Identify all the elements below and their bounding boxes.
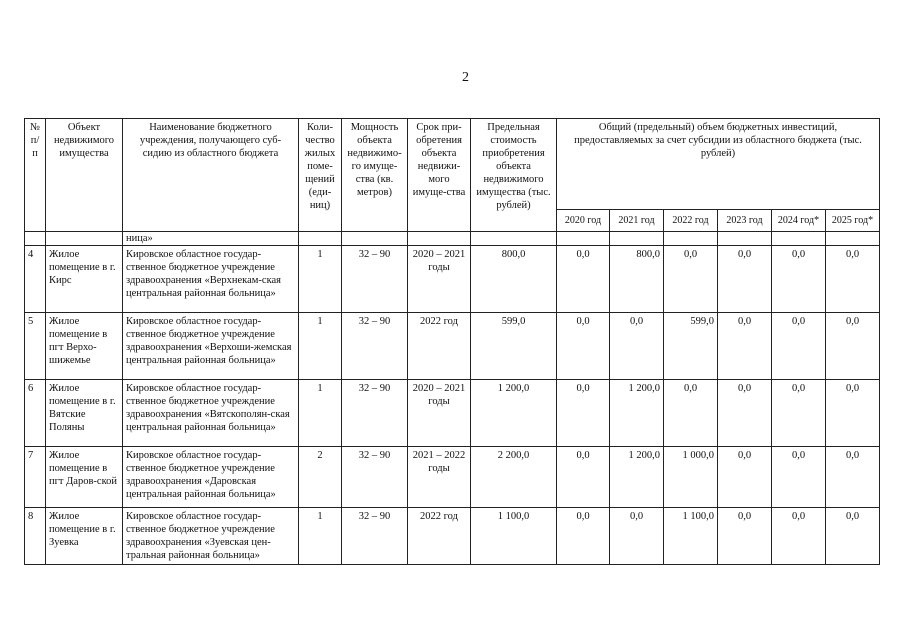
row-2020: 0,0 [557,508,610,565]
row-cost: 2 200,0 [471,447,557,508]
year-header-2020: 2020 год [557,210,610,232]
row-2024: 0,0 [772,447,826,508]
row-2020: 0,0 [557,380,610,447]
table-row [25,380,880,447]
row-2020: 0,0 [557,447,610,508]
header-count: Коли-чество жилых поме-щений (еди-ниц) [299,119,342,232]
row-2021: 1 200,0 [610,380,664,447]
row-2021: 800,0 [610,246,664,313]
row-2024: 0,0 [772,246,826,313]
row-term: 2022 год [408,313,471,380]
header-object: Объект недвижимого имущества [46,119,123,232]
row-count: 1 [299,313,342,380]
year-header-2022: 2022 год [664,210,718,232]
year-header-2021: 2021 год [610,210,664,232]
row-num: 7 [25,447,46,508]
row-institution: Кировское областное государ-ственное бюджетное учреждение здравоохранения «Даровская центральная районная больница» [123,447,299,508]
year-header-2023: 2023 год [718,210,772,232]
table-row [25,508,880,565]
continuation-text: ница» [123,232,299,246]
row-2020: 0,0 [557,246,610,313]
row-2024: 0,0 [772,508,826,565]
row-institution: Кировское областное государ-ственное бюджетное учреждение здравоохранения «Верхнекам-ская центральная районная больница» [123,246,299,313]
row-term: 2021 – 2022 годы [408,447,471,508]
continuation-row [25,232,880,246]
row-capacity: 32 – 90 [342,380,408,447]
page-number: 2 [462,70,469,85]
row-2021: 0,0 [610,508,664,565]
header-capacity: Мощность объекта недвижимо-го имуще-ства (кв. метров) [342,119,408,232]
row-2022: 0,0 [664,380,718,447]
row-cost: 1 100,0 [471,508,557,565]
row-cost: 599,0 [471,313,557,380]
row-object: Жилое помещение в г. Зуевка [46,508,123,565]
row-institution: Кировское областное государ-ственное бюджетное учреждение здравоохранения «Зуевская цен-тральная районная больница» [123,508,299,565]
header-max-cost: Предельная стоимость приобретения объекта недвижимого имущества (тыс. рублей) [471,119,557,232]
row-count: 1 [299,508,342,565]
row-object: Жилое помещение в г. Вятские Поляны [46,380,123,447]
row-cost: 800,0 [471,246,557,313]
row-cost: 1 200,0 [471,380,557,447]
row-num: 8 [25,508,46,565]
year-header-2025: 2025 год* [826,210,880,232]
row-object: Жилое помещение в пгт Даров-ской [46,447,123,508]
row-count: 1 [299,380,342,447]
row-2020: 0,0 [557,313,610,380]
header-row [25,119,880,210]
row-object: Жилое помещение в г. Кирс [46,246,123,313]
row-capacity: 32 – 90 [342,246,408,313]
row-num: 5 [25,313,46,380]
table-row [25,313,880,380]
row-2021: 1 200,0 [610,447,664,508]
row-capacity: 32 – 90 [342,508,408,565]
row-2022: 1 000,0 [664,447,718,508]
row-2024: 0,0 [772,380,826,447]
row-2023: 0,0 [718,380,772,447]
row-2022: 0,0 [664,246,718,313]
header-num: № п/п [25,119,46,232]
row-2023: 0,0 [718,246,772,313]
row-term: 2020 – 2021 годы [408,246,471,313]
table-row [25,447,880,508]
table-row [25,246,880,313]
row-2023: 0,0 [718,313,772,380]
row-2022: 599,0 [664,313,718,380]
row-count: 2 [299,447,342,508]
header-term: Срок при-обретения объекта недвижи-мого имуще-ства [408,119,471,232]
row-object: Жилое помещение в пгт Верхо-шижемье [46,313,123,380]
row-2025: 0,0 [826,246,880,313]
row-2021: 0,0 [610,313,664,380]
row-2022: 1 100,0 [664,508,718,565]
row-term: 2020 – 2021 годы [408,380,471,447]
row-num: 6 [25,380,46,447]
year-header-2024: 2024 год* [772,210,826,232]
row-2025: 0,0 [826,380,880,447]
header-total-investment: Общий (предельный) объем бюджетных инвестиций, предоставляемых за счет субсидии из областного бюджета (тыс. рублей) [557,119,880,210]
row-2025: 0,0 [826,508,880,565]
row-2025: 0,0 [826,447,880,508]
row-term: 2022 год [408,508,471,565]
row-2023: 0,0 [718,447,772,508]
row-2025: 0,0 [826,313,880,380]
row-institution: Кировское областное государ-ственное бюджетное учреждение здравоохранения «Вятскополян-ская центральная районная больница» [123,380,299,447]
row-count: 1 [299,246,342,313]
row-2024: 0,0 [772,313,826,380]
header-institution: Наименование бюджетного учреждения, получающего суб-сидию из областного бюджета [123,119,299,232]
row-num: 4 [25,246,46,313]
row-institution: Кировское областное государ-ственное бюджетное учреждение здравоохранения «Верхоши-жемская центральная районная больница» [123,313,299,380]
row-capacity: 32 – 90 [342,447,408,508]
row-capacity: 32 – 90 [342,313,408,380]
investment-table [24,118,880,565]
row-2023: 0,0 [718,508,772,565]
